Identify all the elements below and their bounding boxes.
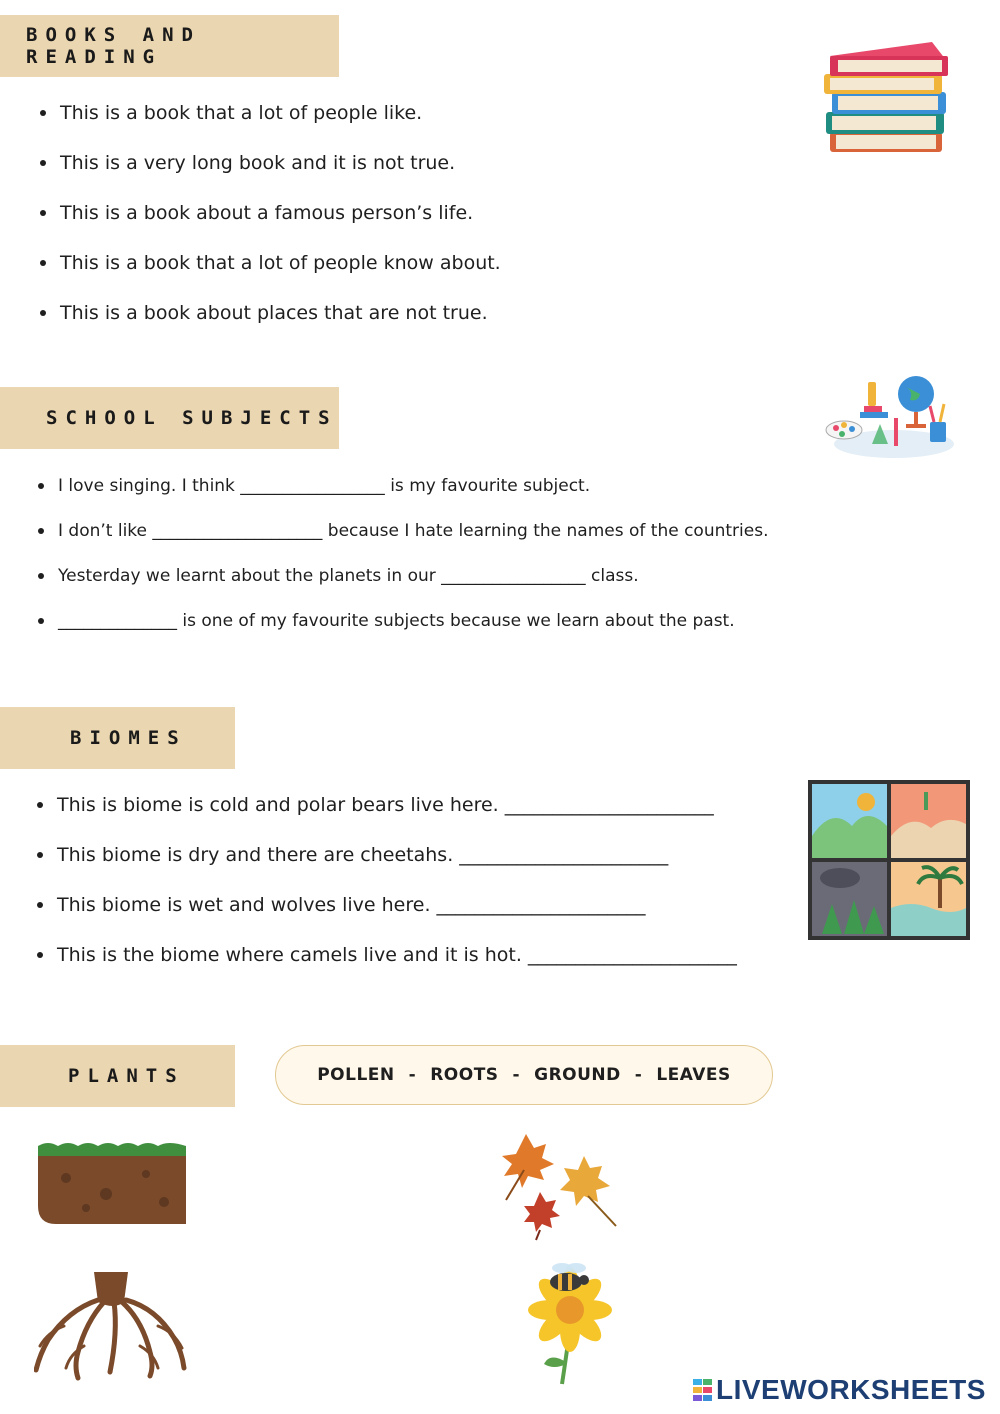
bee-on-flower-icon (522, 1262, 618, 1386)
word-bank-word: GROUND (534, 1065, 621, 1085)
list-item: This is a very long book and it is not true. (36, 138, 501, 188)
school-supplies-icon (824, 372, 956, 462)
word-bank-separator: - (634, 1065, 643, 1085)
list-item: This is a book about a famous person’s life. (36, 188, 501, 238)
word-bank-word: ROOTS (430, 1065, 499, 1085)
list-item: This is a book that a lot of people like. (36, 88, 501, 138)
list-item: I don’t like ____________________ because I hate learning the names of the countries. (34, 509, 768, 554)
section-title-books: BOOKS AND READING (26, 24, 201, 68)
section-title-school-subjects: SCHOOL SUBJECTS (46, 407, 338, 429)
section-header-books (0, 15, 339, 77)
books-list (36, 88, 501, 338)
list-item: I love singing. I think _________________ is my favourite subject. (34, 464, 768, 509)
section-title-plants: PLANTS (68, 1065, 185, 1087)
word-bank-word: POLLEN (317, 1065, 395, 1085)
tree-roots-icon (34, 1270, 188, 1382)
autumn-leaves-icon (500, 1130, 620, 1242)
liveworksheets-wordmark: LIVEWORKSHEETS (716, 1374, 986, 1405)
word-bank (275, 1045, 773, 1105)
list-item: This biome is wet and wolves live here. ______________________ (33, 880, 737, 930)
section-header-biomes (0, 707, 235, 769)
soil-ground-icon (36, 1138, 188, 1226)
stack-of-books-icon (822, 40, 952, 158)
word-bank-separator: - (408, 1065, 417, 1085)
list-item: This is biome is cold and polar bears live here. ______________________ (33, 780, 737, 830)
list-item: This is a book that a lot of people know about. (36, 238, 501, 288)
section-header-plants (0, 1045, 235, 1107)
list-item: This is a book about places that are not true. (36, 288, 501, 338)
list-item: This biome is dry and there are cheetahs. ______________________ (33, 830, 737, 880)
biomes-list (33, 780, 737, 980)
section-header-school-subjects (0, 387, 339, 449)
list-item: Yesterday we learnt about the planets in our _________________ class. (34, 554, 768, 599)
list-item: ______________ is one of my favourite subjects because we learn about the past. (34, 599, 768, 644)
liveworksheets-logo (692, 1372, 986, 1408)
liveworksheets-mark-icon (692, 1377, 714, 1403)
school-subjects-list (34, 464, 768, 644)
section-title-biomes: BIOMES (70, 727, 187, 749)
four-biomes-icon (806, 778, 972, 942)
list-item: This is the biome where camels live and it is hot. ______________________ (33, 930, 737, 980)
word-bank-word: LEAVES (656, 1065, 731, 1085)
word-bank-separator: - (512, 1065, 521, 1085)
